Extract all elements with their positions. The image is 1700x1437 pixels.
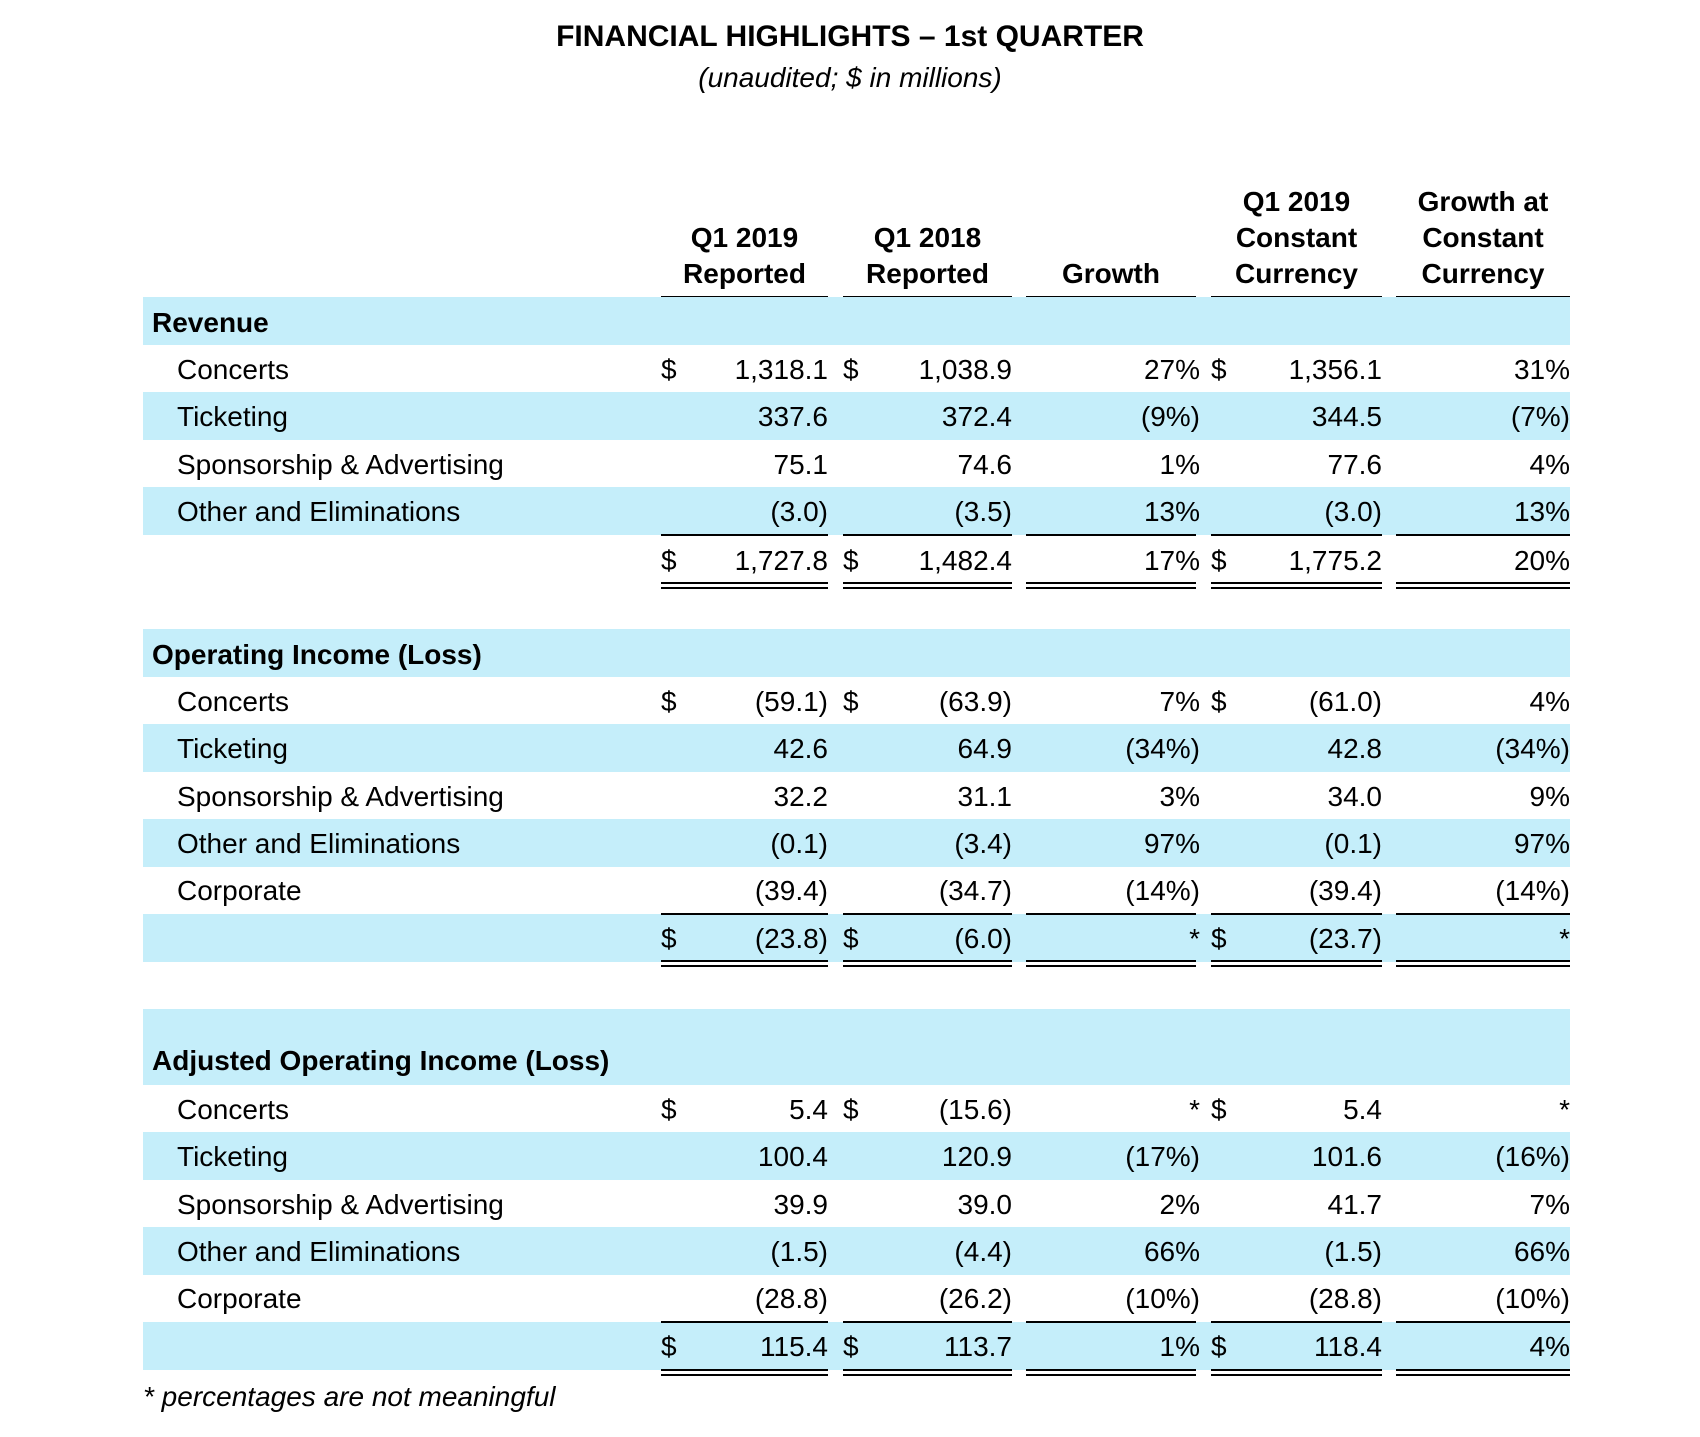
currency-symbol: $ (661, 545, 677, 576)
cell-q1-2018: 113.7 (944, 1331, 1012, 1362)
cell-q1-2019: 100.4 (757, 1141, 828, 1172)
cell-growth: (34%) (1125, 733, 1200, 764)
cell-q1-2019: 32.2 (773, 781, 828, 812)
cell-growth-constant: 13% (1513, 496, 1570, 527)
section-operating-income-title: Operating Income (Loss) (152, 639, 482, 670)
currency-symbol: $ (1211, 1331, 1227, 1362)
cell-growth-constant: 4% (1529, 1331, 1570, 1362)
cell-constant-currency: (1.5) (1324, 1236, 1382, 1267)
cell-q1-2019: 337.6 (757, 401, 828, 432)
cell-growth-constant: 4% (1529, 686, 1570, 717)
cell-q1-2018: (3.5) (954, 496, 1012, 527)
total-double-rule (661, 1369, 828, 1376)
cell-growth: 3% (1159, 781, 1200, 812)
cell-growth: 1% (1159, 449, 1200, 480)
row-label: Concerts (177, 1094, 290, 1125)
subtotal-rule (1026, 534, 1196, 536)
cell-q1-2019: 5.4 (789, 1094, 828, 1125)
cell-q1-2018: (26.2) (938, 1283, 1012, 1314)
currency-symbol: $ (661, 1094, 677, 1125)
subtotal-rule (1211, 534, 1382, 536)
cell-growth-constant: * (1559, 923, 1570, 954)
total-double-rule (1211, 960, 1382, 967)
cell-growth: 17% (1143, 545, 1200, 576)
cell-constant-currency: 34.0 (1327, 781, 1382, 812)
currency-symbol: $ (843, 923, 859, 954)
cell-growth-constant: 31% (1513, 354, 1570, 385)
cell-constant-currency: (3.0) (1324, 496, 1382, 527)
row-label: Ticketing (177, 401, 289, 432)
total-row (0, 537, 1700, 585)
row-label: Corporate (177, 875, 302, 906)
cell-constant-currency: 1,775.2 (1288, 545, 1382, 576)
row-label: Concerts (177, 686, 290, 717)
cell-growth: * (1189, 923, 1200, 954)
cell-growth: (17%) (1125, 1141, 1200, 1172)
cell-q1-2018: (15.6) (938, 1094, 1012, 1125)
cell-q1-2018: (63.9) (938, 686, 1012, 717)
cell-q1-2018: 31.1 (957, 781, 1012, 812)
total-double-rule (843, 582, 1012, 589)
currency-symbol: $ (1211, 923, 1227, 954)
cell-growth-constant: 4% (1529, 449, 1570, 480)
row-label: Other and Eliminations (177, 828, 461, 859)
cell-growth-constant: 9% (1529, 781, 1570, 812)
total-row (0, 1323, 1700, 1371)
table-row (0, 393, 1700, 441)
cell-constant-currency: 5.4 (1343, 1094, 1382, 1125)
subtotal-rule (843, 534, 1012, 536)
currency-symbol: $ (661, 1331, 677, 1362)
cell-growth: 97% (1143, 828, 1200, 859)
cell-q1-2019: (23.8) (754, 923, 828, 954)
row-label: Sponsorship & Advertising (177, 781, 504, 812)
cell-constant-currency: 77.6 (1327, 449, 1382, 480)
cell-constant-currency: 41.7 (1327, 1189, 1382, 1220)
cell-q1-2018: 1,038.9 (918, 354, 1012, 385)
cell-q1-2018: 1,482.4 (918, 545, 1012, 576)
cell-growth: (14%) (1125, 875, 1200, 906)
cell-growth-constant: (34%) (1495, 733, 1570, 764)
column-header-q1-2019-reported: Q1 2019 Reported (661, 220, 828, 298)
cell-constant-currency: 118.4 (1314, 1331, 1382, 1362)
table-row (0, 441, 1700, 489)
cell-q1-2019: (3.0) (770, 496, 828, 527)
row-label: Ticketing (177, 733, 289, 764)
total-double-rule (1211, 582, 1382, 589)
currency-symbol: $ (1211, 354, 1227, 385)
cell-growth: 2% (1159, 1189, 1200, 1220)
cell-q1-2019: 39.9 (773, 1189, 828, 1220)
currency-symbol: $ (661, 354, 677, 385)
table-row (0, 773, 1700, 821)
currency-symbol: $ (843, 354, 859, 385)
report-title: FINANCIAL HIGHLIGHTS – 1st QUARTER (556, 20, 1144, 53)
currency-symbol: $ (843, 1331, 859, 1362)
total-double-rule (661, 960, 828, 967)
cell-constant-currency: 344.5 (1311, 401, 1382, 432)
total-double-rule (1026, 582, 1196, 589)
table-row (0, 488, 1700, 536)
table-row (0, 820, 1700, 868)
cell-q1-2018: (4.4) (954, 1236, 1012, 1267)
cell-constant-currency: (23.7) (1308, 923, 1382, 954)
currency-symbol: $ (661, 686, 677, 717)
cell-q1-2019: 42.6 (773, 733, 828, 764)
cell-growth-constant: * (1559, 1094, 1570, 1125)
cell-growth-constant: (7%) (1510, 401, 1570, 432)
cell-constant-currency: 1,356.1 (1288, 354, 1382, 385)
row-label: Other and Eliminations (177, 496, 461, 527)
total-double-rule (1396, 960, 1570, 967)
table-row (0, 678, 1700, 726)
subtotal-rule (1396, 534, 1570, 536)
cell-q1-2019: 115.4 (760, 1331, 828, 1362)
cell-q1-2019: (59.1) (754, 686, 828, 717)
table-row (0, 1086, 1700, 1134)
total-double-rule (843, 1369, 1012, 1376)
column-header-q1-2018-reported: Q1 2018 Reported (843, 220, 1012, 298)
subtotal-rule (661, 534, 828, 536)
table-row (0, 1181, 1700, 1229)
currency-symbol: $ (843, 545, 859, 576)
total-double-rule (1026, 1369, 1196, 1376)
total-double-rule (1396, 582, 1570, 589)
cell-growth-constant: 66% (1513, 1236, 1570, 1267)
cell-q1-2019: 1,727.8 (734, 545, 828, 576)
currency-symbol: $ (1211, 686, 1227, 717)
column-header-growth: Growth (1026, 256, 1196, 298)
currency-symbol: $ (1211, 1094, 1227, 1125)
row-label: Ticketing (177, 1141, 289, 1172)
cell-growth-constant: (10%) (1495, 1283, 1570, 1314)
cell-q1-2018: (3.4) (954, 828, 1012, 859)
cell-growth: (9%) (1140, 401, 1200, 432)
row-label: Sponsorship & Advertising (177, 449, 504, 480)
cell-q1-2018: (6.0) (954, 923, 1012, 954)
cell-constant-currency: 101.6 (1311, 1141, 1382, 1172)
cell-q1-2019: (1.5) (770, 1236, 828, 1267)
cell-q1-2018: 74.6 (957, 449, 1012, 480)
cell-constant-currency: 42.8 (1327, 733, 1382, 764)
cell-q1-2018: 372.4 (941, 401, 1012, 432)
footnote: * percentages are not meaningful (143, 1381, 556, 1412)
row-label: Sponsorship & Advertising (177, 1189, 504, 1220)
total-double-rule (661, 582, 828, 589)
cell-growth: 27% (1143, 354, 1200, 385)
row-label: Corporate (177, 1283, 302, 1314)
total-double-rule (1396, 1369, 1570, 1376)
section-revenue-title: Revenue (152, 307, 269, 338)
currency-symbol: $ (843, 1094, 859, 1125)
total-double-rule (1211, 1369, 1382, 1376)
section-adjusted-operating-income-title: Adjusted Operating Income (Loss) (152, 1045, 610, 1076)
table-row (0, 725, 1700, 773)
row-label: Concerts (177, 354, 290, 385)
cell-constant-currency: (0.1) (1324, 828, 1382, 859)
table-row (0, 1228, 1700, 1276)
cell-q1-2018: 120.9 (941, 1141, 1012, 1172)
cell-q1-2019: (28.8) (754, 1283, 828, 1314)
cell-growth: (10%) (1125, 1283, 1200, 1314)
cell-constant-currency: (61.0) (1308, 686, 1382, 717)
report-subtitle: (unaudited; $ in millions) (698, 62, 1002, 93)
total-double-rule (1026, 960, 1196, 967)
table-row (0, 867, 1700, 915)
table-row (0, 346, 1700, 394)
total-double-rule (843, 960, 1012, 967)
total-row (0, 915, 1700, 963)
currency-symbol: $ (843, 686, 859, 717)
cell-constant-currency: (28.8) (1308, 1283, 1382, 1314)
cell-q1-2019: 75.1 (773, 449, 828, 480)
cell-growth-constant: 20% (1513, 545, 1570, 576)
cell-q1-2018: 64.9 (957, 733, 1012, 764)
cell-q1-2018: (34.7) (938, 875, 1012, 906)
currency-symbol: $ (1211, 545, 1227, 576)
table-row (0, 1275, 1700, 1323)
cell-q1-2019: (0.1) (770, 828, 828, 859)
cell-q1-2018: 39.0 (957, 1189, 1012, 1220)
cell-q1-2019: (39.4) (754, 875, 828, 906)
cell-growth: 13% (1143, 496, 1200, 527)
column-header-q1-2019-constant-currency: Q1 2019 Constant Currency (1211, 184, 1382, 298)
cell-growth: 7% (1159, 686, 1200, 717)
currency-symbol: $ (661, 923, 677, 954)
cell-growth: * (1189, 1094, 1200, 1125)
cell-growth: 66% (1143, 1236, 1200, 1267)
cell-growth-constant: (14%) (1495, 875, 1570, 906)
cell-growth-constant: 7% (1529, 1189, 1570, 1220)
cell-growth-constant: (16%) (1495, 1141, 1570, 1172)
row-label: Other and Eliminations (177, 1236, 461, 1267)
cell-growth-constant: 97% (1513, 828, 1570, 859)
cell-constant-currency: (39.4) (1308, 875, 1382, 906)
cell-growth: 1% (1159, 1331, 1200, 1362)
table-row (0, 1133, 1700, 1181)
cell-q1-2019: 1,318.1 (734, 354, 828, 385)
column-header-growth-at-constant-currency: Growth at Constant Currency (1396, 184, 1570, 298)
